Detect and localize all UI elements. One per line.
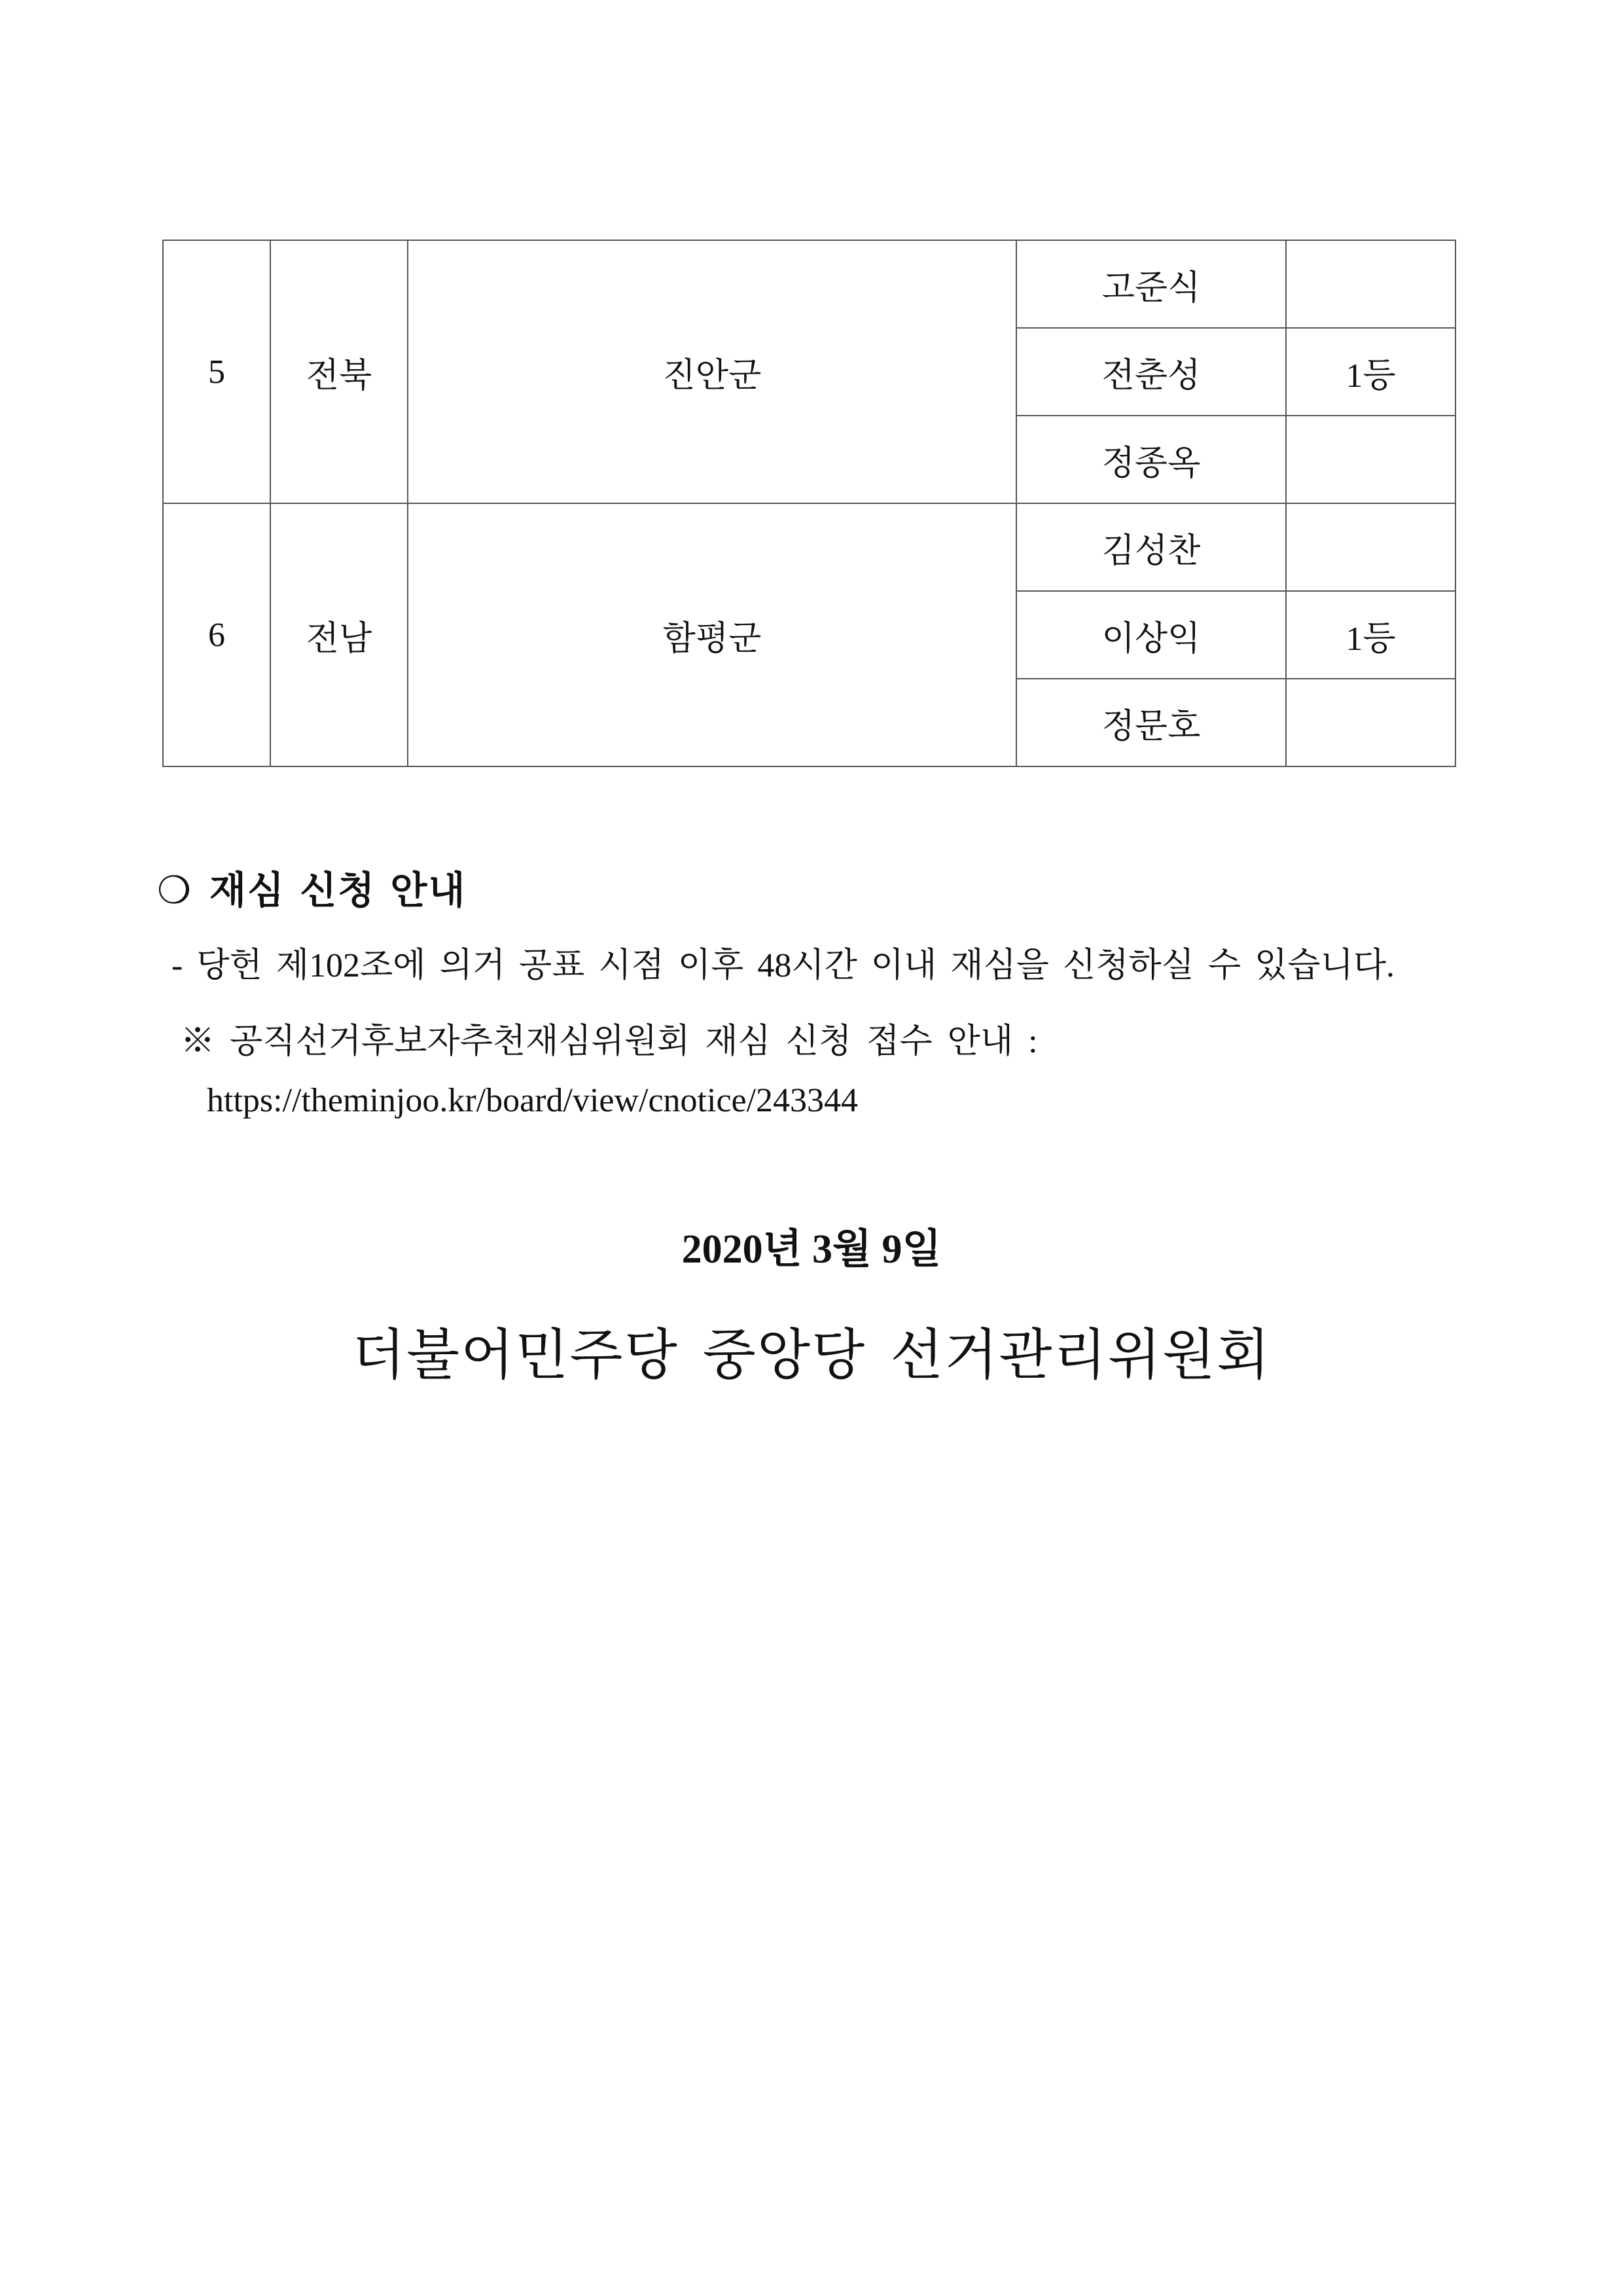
table-row (163, 503, 1455, 591)
district-cell: 함평군 (408, 503, 1016, 766)
candidate-cell: 정종옥 (1016, 416, 1286, 503)
district-cell: 진안군 (408, 240, 1016, 503)
appeal-notice-text: ※ 공직선거후보자추천재심위원회 재심 신청 접수 안내 : (181, 1023, 1038, 1060)
appeal-notice-link[interactable]: https://theminjoo.kr/board/view/cnotice/243344 (207, 1082, 859, 1119)
issuing-organization: 더불어민주당 중앙당 선거관리위원회 (351, 1325, 1272, 1386)
circle-bullet-icon: ❍ (157, 868, 192, 912)
region-cell: 전북 (270, 240, 408, 503)
document-date: 2020년 3월 9일 (681, 1227, 942, 1272)
appeal-section-title-text: 재심 신청 안내 (209, 868, 467, 912)
table-row (163, 240, 1455, 328)
appeal-section-title (157, 859, 467, 914)
result-cell: 1등 (1286, 591, 1455, 679)
result-cell (1286, 503, 1455, 591)
result-cell (1286, 240, 1455, 328)
region-cell: 전남 (270, 503, 408, 766)
appeal-instruction-text: - 당헌 제102조에 의거 공표 시점 이후 48시간 이내 재심을 신청하실 수 있습니다. (171, 947, 1395, 984)
results-table (162, 240, 1456, 767)
candidate-cell: 이상익 (1016, 591, 1286, 679)
result-cell: 1등 (1286, 328, 1455, 416)
candidate-cell: 김성찬 (1016, 503, 1286, 591)
result-cell (1286, 416, 1455, 503)
row-number-cell: 6 (163, 503, 270, 766)
candidate-cell: 고준식 (1016, 240, 1286, 328)
row-number-cell: 5 (163, 240, 270, 503)
candidate-cell: 정문호 (1016, 679, 1286, 766)
result-cell (1286, 679, 1455, 766)
candidate-cell: 전춘성 (1016, 328, 1286, 416)
